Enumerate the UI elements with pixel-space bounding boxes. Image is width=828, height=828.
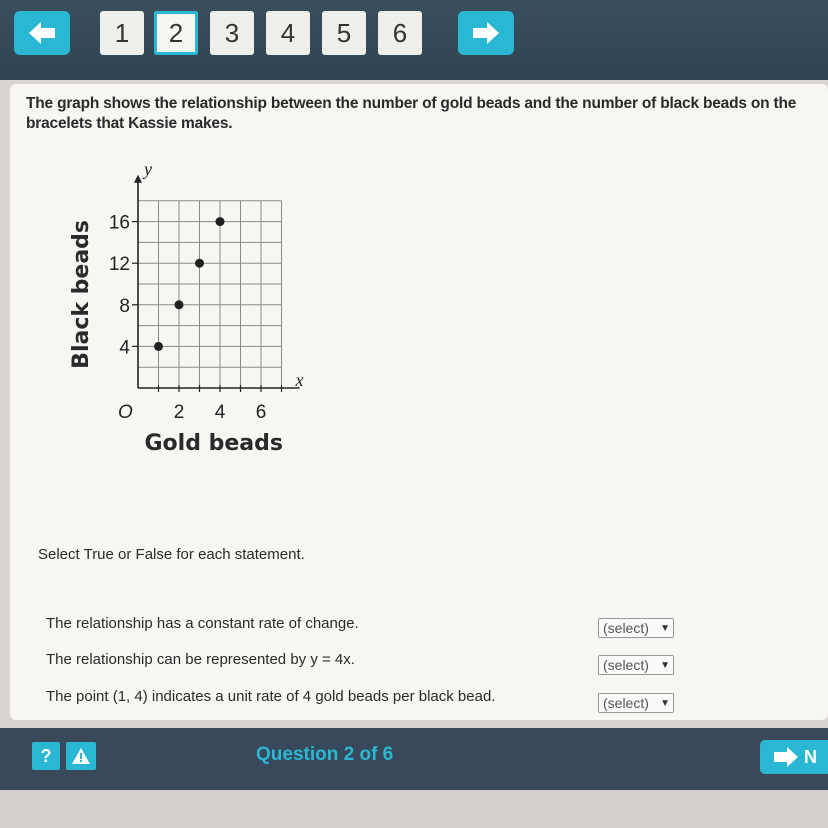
- report-problem-button[interactable]: [66, 742, 96, 770]
- chevron-down-icon: ▼: [660, 697, 670, 709]
- next-button-label: N: [804, 746, 817, 767]
- x-tick-label: 4: [214, 402, 226, 423]
- instruction-text: Select True or False for each statement.: [38, 546, 305, 563]
- statement-3-text: The point (1, 4) indicates a unit rate of 4 gold beads per black bead.: [46, 688, 496, 705]
- arrow-right-icon: [774, 747, 798, 767]
- statement-2-text: The relationship can be represented by y = 4x.: [46, 651, 355, 668]
- next-button[interactable]: [760, 740, 828, 774]
- warning-icon: [71, 747, 91, 765]
- y-tick-label: 16: [108, 212, 130, 234]
- x-tick-label: 2: [173, 402, 185, 423]
- help-button[interactable]: [32, 742, 60, 770]
- data-point: [216, 217, 225, 226]
- question-tab-5[interactable]: 5: [322, 11, 366, 55]
- previous-question-button[interactable]: [14, 11, 70, 55]
- question-tab-2[interactable]: 2: [154, 11, 198, 55]
- bead-graph: [50, 158, 350, 478]
- question-tab-4[interactable]: 4: [266, 11, 310, 55]
- help-icon: ?: [40, 745, 52, 766]
- y-tick-label: 4: [119, 337, 130, 359]
- data-point: [154, 342, 163, 351]
- question-card: [10, 84, 828, 720]
- page-footer: [0, 790, 828, 828]
- x-axis-letter: x: [295, 370, 304, 390]
- question-counter: Question 2 of 6: [256, 744, 394, 765]
- question-tab-1[interactable]: 1: [100, 11, 144, 55]
- chevron-down-icon: ▼: [660, 659, 670, 671]
- origin-label: O: [118, 402, 133, 423]
- data-point: [195, 259, 204, 268]
- statement-1-select[interactable]: [598, 618, 674, 638]
- y-axis-arrow: [134, 175, 142, 183]
- arrow-left-icon: [29, 22, 55, 44]
- next-question-arrow-button[interactable]: [458, 11, 514, 55]
- data-point: [175, 300, 184, 309]
- question-nav-bar: [0, 0, 828, 80]
- bottom-toolbar: [0, 728, 828, 790]
- statement-3-select-value: (select): [603, 695, 649, 711]
- statement-2-select-value: (select): [603, 657, 649, 673]
- question-prompt: The graph shows the relationship between the number of gold beads and the number of black beads on the bracelets that Kassie makes.: [26, 95, 797, 132]
- y-tick-label: 8: [119, 295, 130, 317]
- y-axis-letter: y: [144, 158, 152, 179]
- x-axis-title: Gold beads: [144, 431, 283, 456]
- y-tick-label: 12: [108, 254, 130, 276]
- arrow-right-icon: [473, 22, 499, 44]
- statement-1-text: The relationship has a constant rate of change.: [46, 615, 359, 632]
- y-axis-title: Black beads: [69, 219, 94, 369]
- chevron-down-icon: ▼: [660, 622, 670, 634]
- question-tab-3[interactable]: 3: [210, 11, 254, 55]
- statement-2-select[interactable]: [598, 655, 674, 675]
- question-tab-6[interactable]: 6: [378, 11, 422, 55]
- statement-3-select[interactable]: [598, 693, 674, 713]
- x-tick-label: 6: [255, 402, 267, 423]
- statement-1-select-value: (select): [603, 620, 649, 636]
